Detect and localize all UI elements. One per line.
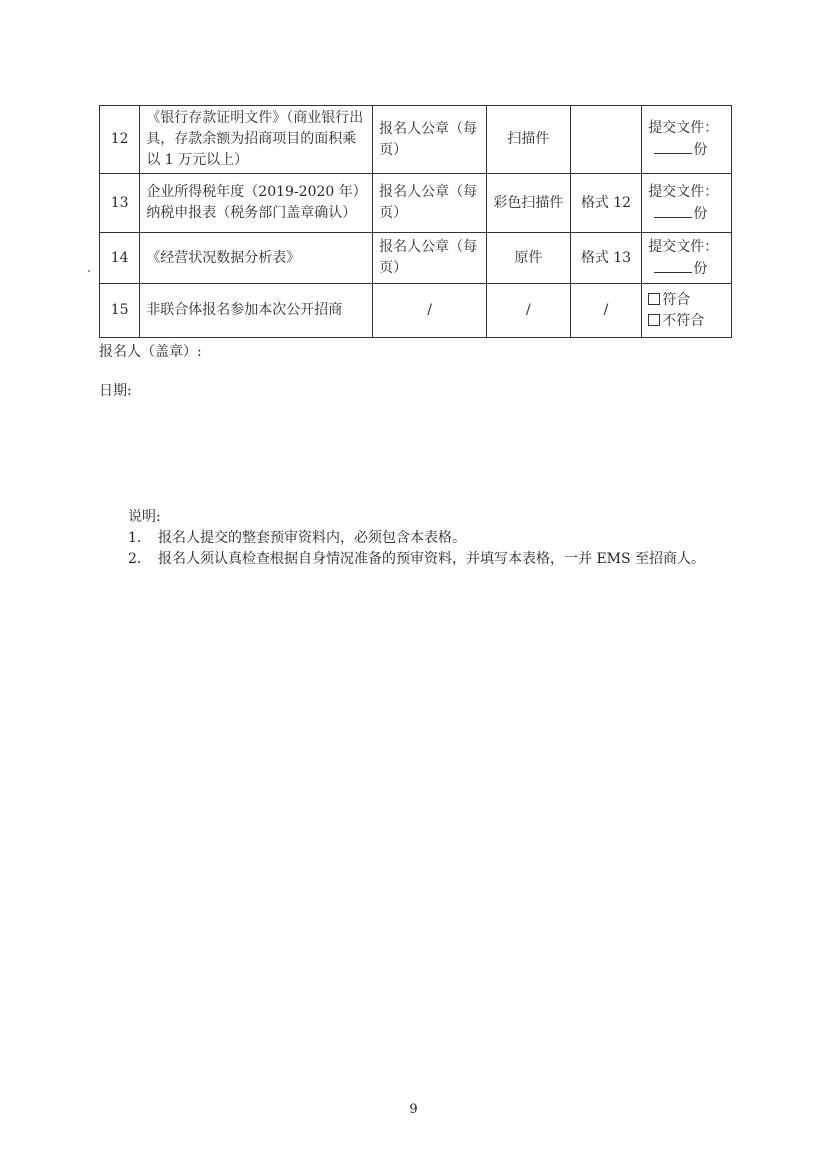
notes-section [128,507,705,570]
checkbox-icon[interactable] [648,293,660,305]
table-row [100,174,732,233]
submit-label: 提交文件： [648,183,719,200]
checkbox-icon[interactable] [648,314,660,326]
note-text: 报名人须认真检查根据自身情况准备的预审资料，并填写本表格，一并 EMS 至招商人。 [158,551,706,567]
format-ref: 格式 13 [570,233,642,284]
compliance-cell [642,284,732,338]
scan-speck [88,270,90,272]
document-name: 企业所得税年度（2019-2020 年）纳税申报表（税务部门盖章确认） [140,174,373,233]
page-number: 9 [409,1102,418,1117]
seal-requirement: 报名人公章（每页） [373,174,487,233]
count-blank-field[interactable] [654,139,692,154]
submit-label: 提交文件： [648,120,719,136]
signature-label: 报名人（盖章）: [99,344,202,360]
document-name: 《银行存款证明文件》（商业银行出具，存款余额为招商项目的面积乘以 1 万元以上） [140,106,373,174]
note-text: 报名人提交的整套预审资料内，必须包含本表格。 [158,530,466,546]
seal-requirement: 报名人公章（每页） [373,233,487,284]
row-number: 14 [100,233,140,284]
note-item [128,528,705,549]
format-ref: 格式 12 [570,174,642,233]
document-type: 彩色扫描件 [487,174,571,233]
row-number: 12 [100,106,140,174]
row-number: 15 [100,284,140,338]
submit-count-line [648,203,725,225]
checklist-table [99,105,732,338]
option-comply[interactable] [648,290,725,311]
submit-unit: 份 [693,260,708,277]
format-ref: / [570,284,642,338]
option-not-comply[interactable] [648,311,725,332]
submit-cell [642,106,732,174]
option-comply-label: 符合 [662,291,691,308]
submit-cell [642,233,732,284]
seal-requirement: 报名人公章（每页） [373,106,487,174]
submit-count-line [648,258,725,280]
note-number: 2. [128,551,142,567]
document-type: 原件 [487,233,571,284]
document-name: 非联合体报名参加本次公开招商 [140,284,373,338]
document-type: / [487,284,571,338]
count-blank-field[interactable] [654,203,692,218]
option-not-comply-label: 不符合 [662,312,705,329]
submit-count-line [648,139,725,161]
notes-title: 说明: [128,509,161,525]
table-row [100,233,732,284]
submit-unit: 份 [693,142,708,158]
table-row [100,106,732,174]
document-name: 《经营状况数据分析表》 [140,233,373,284]
count-blank-field[interactable] [654,258,692,273]
date-label: 日期: [99,383,132,399]
note-number: 1. [128,530,142,546]
submit-unit: 份 [693,205,708,222]
submit-cell [642,174,732,233]
row-number: 13 [100,174,140,233]
note-item [128,549,705,570]
seal-requirement: / [373,284,487,338]
submit-label: 提交文件： [648,238,719,255]
document-type: 扫描件 [487,106,571,174]
format-ref [570,106,642,174]
table-row [100,284,732,338]
